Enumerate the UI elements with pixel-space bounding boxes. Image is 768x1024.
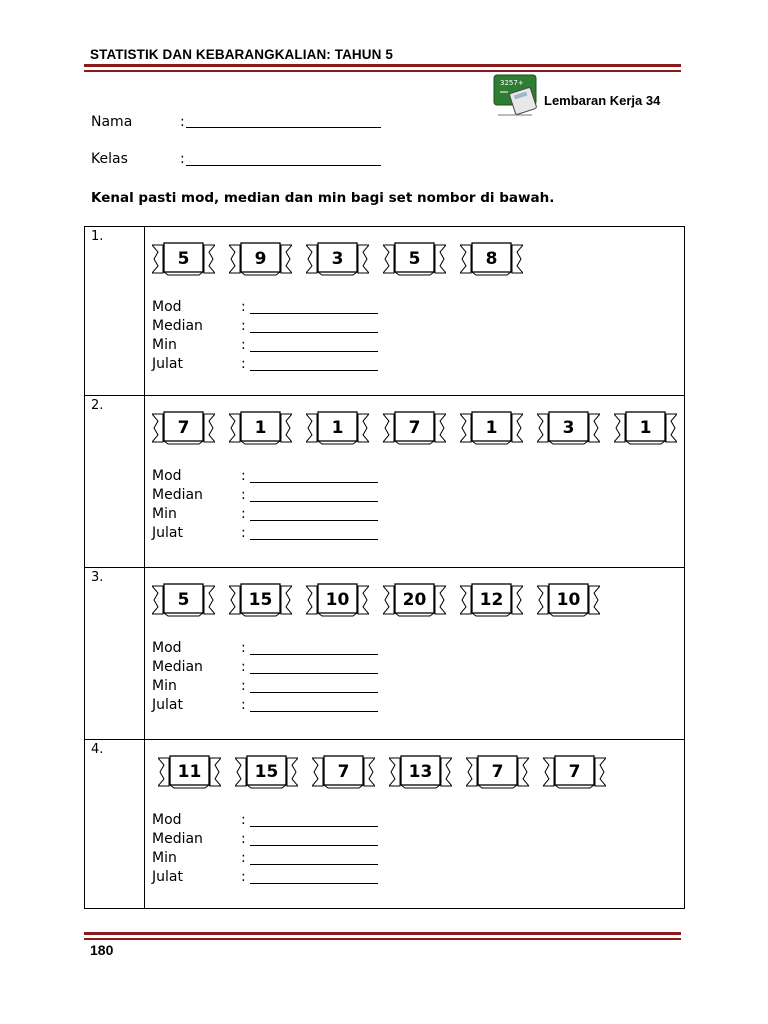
answer-label: Mod (152, 812, 182, 828)
number-banner (614, 411, 677, 445)
class-line[interactable] (186, 165, 381, 166)
answer-colon: : (241, 697, 246, 713)
question-number: 1. (91, 229, 104, 244)
answer-colon: : (241, 337, 246, 353)
question-number: 3. (91, 570, 104, 585)
answer-label: Min (152, 506, 177, 522)
answer-line[interactable] (250, 351, 378, 352)
class-label: Kelas (91, 151, 128, 167)
number-value: 7 (491, 762, 504, 782)
number-banner (158, 755, 221, 789)
number-value: 9 (254, 249, 267, 269)
number-banner (229, 242, 292, 276)
answer-line[interactable] (250, 313, 378, 314)
number-banner (460, 411, 523, 445)
answer-line[interactable] (250, 826, 378, 827)
number-value: 5 (177, 249, 190, 269)
question-row (85, 395, 684, 568)
number-value: 1 (331, 418, 344, 438)
number-value: 10 (325, 590, 350, 610)
number-value: 11 (177, 762, 202, 782)
answer-label: Julat (152, 525, 183, 541)
answer-label: Median (152, 831, 203, 847)
number-banner (306, 242, 369, 276)
answer-line[interactable] (250, 654, 378, 655)
number-set (152, 411, 691, 445)
number-banner (229, 411, 292, 445)
answer-line[interactable] (250, 711, 378, 712)
answer-colon: : (241, 299, 246, 315)
answer-line[interactable] (250, 501, 378, 502)
number-value: 15 (254, 762, 279, 782)
number-banner (152, 411, 215, 445)
answer-colon: : (241, 468, 246, 484)
number-value: 10 (556, 590, 581, 610)
question-row (85, 739, 684, 910)
answer-colon: : (241, 640, 246, 656)
number-value: 7 (408, 418, 421, 438)
answer-label: Min (152, 850, 177, 866)
number-set (158, 755, 620, 789)
answer-colon: : (241, 525, 246, 541)
page-number: 180 (90, 942, 114, 958)
number-value: 7 (177, 418, 190, 438)
logo-text: 3257+ (500, 79, 524, 87)
number-banner (383, 242, 446, 276)
answer-label: Median (152, 318, 203, 334)
number-value: 8 (485, 249, 498, 269)
answer-line[interactable] (250, 482, 378, 483)
number-banner (466, 755, 529, 789)
number-banner (306, 583, 369, 617)
number-value: 7 (568, 762, 581, 782)
question-table (84, 226, 685, 909)
answer-line[interactable] (250, 692, 378, 693)
number-value: 13 (408, 762, 433, 782)
number-banner (152, 242, 215, 276)
answer-colon: : (241, 831, 246, 847)
answer-label: Julat (152, 697, 183, 713)
name-line[interactable] (186, 127, 381, 128)
number-banner (460, 583, 523, 617)
answer-label: Min (152, 678, 177, 694)
number-value: 20 (402, 590, 427, 610)
number-banner (312, 755, 375, 789)
answer-line[interactable] (250, 370, 378, 371)
answer-label: Min (152, 337, 177, 353)
answer-label: Mod (152, 468, 182, 484)
number-banner (460, 242, 523, 276)
number-banner (229, 583, 292, 617)
answer-line[interactable] (250, 864, 378, 865)
number-set (152, 242, 537, 276)
name-label: Nama (91, 114, 133, 130)
number-value: 1 (485, 418, 498, 438)
footer-rule-thin (84, 938, 681, 940)
number-value: 5 (177, 590, 190, 610)
header-rule-thin (84, 70, 681, 72)
answer-label: Julat (152, 869, 183, 885)
answer-line[interactable] (250, 673, 378, 674)
number-banner (383, 411, 446, 445)
number-banner (389, 755, 452, 789)
answer-label: Median (152, 659, 203, 675)
number-value: 3 (331, 249, 344, 269)
answer-line[interactable] (250, 332, 378, 333)
question-row (85, 567, 684, 740)
answer-colon: : (241, 850, 246, 866)
answer-label: Mod (152, 640, 182, 656)
header-rule-thick (84, 64, 681, 67)
answer-colon: : (241, 318, 246, 334)
number-banner (383, 583, 446, 617)
answer-line[interactable] (250, 883, 378, 884)
number-value: 3 (562, 418, 575, 438)
number-banner (537, 411, 600, 445)
worksheet-logo (492, 74, 542, 118)
number-set (152, 583, 614, 617)
answer-line[interactable] (250, 520, 378, 521)
answer-colon: : (241, 487, 246, 503)
answer-label: Mod (152, 299, 182, 315)
number-value: 7 (337, 762, 350, 782)
class-colon: : (180, 151, 185, 167)
answer-colon: : (241, 506, 246, 522)
name-colon: : (180, 114, 185, 130)
number-banner (235, 755, 298, 789)
number-value: 12 (479, 590, 504, 610)
footer-rule-thick (84, 932, 681, 935)
answer-line[interactable] (250, 845, 378, 846)
answer-label: Median (152, 487, 203, 503)
number-banner (537, 583, 600, 617)
number-value: 15 (248, 590, 273, 610)
instruction-text: Kenal pasti mod, median dan min bagi set nombor di bawah. (91, 190, 555, 206)
question-number: 4. (91, 742, 104, 757)
number-banner (152, 583, 215, 617)
question-row (85, 227, 684, 395)
answer-colon: : (241, 812, 246, 828)
answer-line[interactable] (250, 539, 378, 540)
answer-colon: : (241, 678, 246, 694)
answer-colon: : (241, 869, 246, 885)
number-value: 1 (639, 418, 652, 438)
answer-colon: : (241, 356, 246, 372)
answer-colon: : (241, 659, 246, 675)
worksheet-label: Lembaran Kerja 34 (544, 93, 661, 108)
number-banner (306, 411, 369, 445)
answer-label: Julat (152, 356, 183, 372)
number-value: 1 (254, 418, 267, 438)
number-banner (543, 755, 606, 789)
question-number: 2. (91, 398, 104, 413)
page-header-title: STATISTIK DAN KEBARANGKALIAN: TAHUN 5 (90, 47, 393, 62)
number-value: 5 (408, 249, 421, 269)
